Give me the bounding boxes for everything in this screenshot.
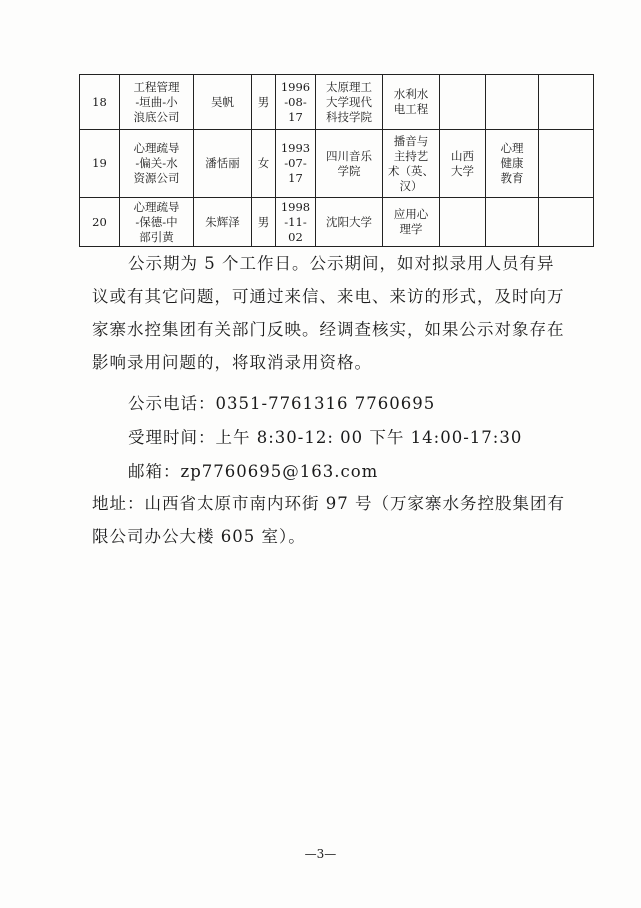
- gender-cell: 女: [252, 130, 276, 198]
- grad-school-cell: [440, 198, 486, 247]
- contact-email: 邮箱：zp7760695@163.com: [128, 462, 379, 481]
- roster-table: [79, 74, 594, 247]
- table-row: [80, 130, 594, 198]
- gender-cell: 男: [252, 198, 276, 247]
- notice-paragraph: 公示期为 5 个工作日。公示期间，如对拟录用人员有异议或有其它问题，可通过来信、来电、来访的形式，及时向万家寨水控集团有关部门反映。经调查核实，如果公示对象存在影响录用问题的，将取消录用资格。: [92, 254, 565, 372]
- contact-hours: 受理时间：上午 8:30-12: 00 下午 14:00-17:30: [128, 428, 523, 447]
- page-number: —3—: [304, 847, 337, 861]
- contact-phone: 公示电话：0351-7761316 7760695: [128, 394, 436, 413]
- major-cell: 水利水 电工程: [383, 75, 440, 130]
- grad-school-cell: 山西 大学: [440, 130, 486, 198]
- name-cell: 朱辉泽: [194, 198, 252, 247]
- major-cell: 应用心 理学: [383, 198, 440, 247]
- gender-cell: 男: [252, 75, 276, 130]
- contact-address: 地址：山西省太原市南内环街 97 号（万家寨水务控股集团有限公司办公大楼 605 室）。: [92, 494, 565, 546]
- position-cell: 心理疏导 -偏关-水 资源公司: [120, 130, 194, 198]
- grad-major-cell: [486, 75, 539, 130]
- extra-cell: [539, 130, 594, 198]
- position-cell: 工程管理 -垣曲-小 浪底公司: [120, 75, 194, 130]
- name-cell: 吴帆: [194, 75, 252, 130]
- birth-cell: 1996 -08- 17: [276, 75, 316, 130]
- birth-cell: 1998 -11- 02: [276, 198, 316, 247]
- major-cell: 播音与 主持艺 术（英、 汉）: [383, 130, 440, 198]
- table-row: [80, 198, 594, 247]
- name-cell: 潘恬丽: [194, 130, 252, 198]
- table-row: [80, 75, 594, 130]
- row-number: 19: [80, 130, 120, 198]
- extra-cell: [539, 198, 594, 247]
- grad-school-cell: [440, 75, 486, 130]
- birth-cell: 1993 -07- 17: [276, 130, 316, 198]
- row-number: 18: [80, 75, 120, 130]
- school-cell: 四川音乐 学院: [316, 130, 383, 198]
- extra-cell: [539, 75, 594, 130]
- grad-major-cell: [486, 198, 539, 247]
- position-cell: 心理疏导 -保德-中 部引黄: [120, 198, 194, 247]
- school-cell: 沈阳大学: [316, 198, 383, 247]
- grad-major-cell: 心理 健康 教育: [486, 130, 539, 198]
- row-number: 20: [80, 198, 120, 247]
- school-cell: 太原理工 大学现代 科技学院: [316, 75, 383, 130]
